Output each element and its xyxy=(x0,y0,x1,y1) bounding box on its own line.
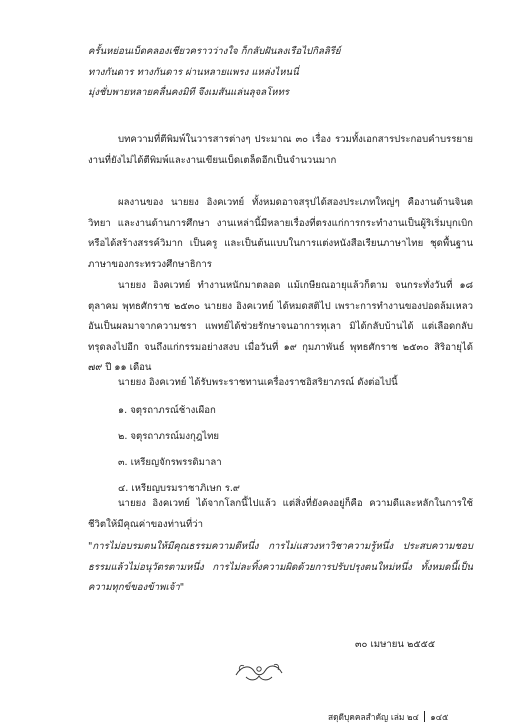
page-footer xyxy=(328,710,448,724)
award-item: ๓. เหรียญจักรพรรดิมาลา xyxy=(118,457,222,468)
flourish-ornament xyxy=(232,659,286,683)
poem-line: ครั้นหย่อนเบ็ดคลองเชียวคราวว่างใจ ก็กลับฝันลงเรือไปกิลลิรีย์ xyxy=(88,46,341,57)
paragraph-legacy-text: นายยง อิงคเวทย์ ได้จากโลกนี้ไปแล้ว แต่สิ่งที่ยังคงอยู่ก็คือ ความดีและหลักในการใช้ชีวิตให้มีคุณค่าของท่านที่ว่า xyxy=(88,498,473,530)
paragraph-works xyxy=(88,130,473,171)
paragraph-works-text: บทความที่ตีพิมพ์ในวารสารต่างๆ ประมาณ ๓๐ เรื่อง รวมทั้งเอกสารประกอบคำบรรยาย งานที่ยังไม่ได้ตีพิมพ์และงานเขียนเบ็ดเตล็ดอีกเป็นจำนวนมาก xyxy=(88,134,473,166)
quote-block: "การไม่อบรมตนให้มีคุณธรรมความดีหนึ่ง การไม่แสวงหาวิชาความรู้หนึ่ง ประสบความชอบธรรมแล้วไม่อนุวัตรตามหนึ่ง การไม่ละทิ้งความผิดด้วยการปรับปรุงตนใหม่หนึ่ง ทั้งหมดนี้เป็นความทุกข์ของข้าพเจ้า" xyxy=(88,541,473,593)
paragraph-honors-intro: นายยง อิงคเวทย์ ได้รับพระราชทานเครื่องราชอิสริยาภรณ์ ดังต่อไปนี้ xyxy=(118,377,398,388)
paragraph-legacy xyxy=(88,494,473,535)
award-item: ๑. จตุรถาภรณ์ช้างเผือก xyxy=(118,405,216,416)
poem-line: มุ่งชั่บพายหลายคลื่นคงมิที จึงเมสันแล่นลุจลโหทร xyxy=(88,87,290,98)
award-item: ๔. เหรียญบรมราชาภิเษก ร.๙ xyxy=(118,483,240,494)
footer-book-title: สดุดีบุคคลสำคัญ เล่ม ๒๔ xyxy=(328,712,419,722)
award-item: ๒. จตุรถาภรณ์มงกุฎไทย xyxy=(118,431,220,442)
date-line: ๓๐ เมษายน ๒๕๕๕ xyxy=(355,639,436,650)
paragraph-biography xyxy=(88,276,473,379)
awards-list xyxy=(118,398,418,502)
paragraph-biography-text: นายยง อิงคเวทย์ ทำงานหนักมาตลอด แม้เกษียณอายุแล้วก็ตาม จนกระทั่งวันที่ ๑๘ ตุลาคม พุทธศักราช ๒๕๓๐ นายยง อิงคเวทย์ ได้หมดสติไป เพราะการทำงานของปอดล้มเหลว อันเป็นผลมาจากความชรา แพทย์ได้ช่วยรักษาจนอาการทุเลา มิได้กลับบ้านได้ แต่เลือดกลับทรุดลงไปอีก จนถึงแก่กรรมอย่างสงบ เมื่อวันที่ ๑๙ กุมภาพันธ์ พุทธศักราช ๒๕๓๐ สิริอายุได้ ๗๙ ปี ๑๑ เดือน xyxy=(88,280,473,373)
paragraph-contributions xyxy=(88,193,473,275)
poem-line: ทางกันดาร ทางกันดาร ผ่านหลายแพรง แหล่งไหนนี่ xyxy=(88,66,299,78)
footer-divider xyxy=(424,711,426,722)
page-number: ๑๔๕ xyxy=(430,712,449,722)
poem-block xyxy=(88,42,478,104)
paragraph-contributions-text: ผลงานของ นายยง อิงคเวทย์ ทั้งหมดอาจสรุปได้สองประเภทใหญ่ๆ คืองานด้านจินตวิทยา และงานด้านการศึกษา งานเหล่านี้มีหลายเรื่องที่ตรงแก่การกระทำงานเป็นผู้ริเริ่มบุกเบิก หรือได้สร้างสรรค์วิมาก เป็นครู และเป็นต้นแบบในการแต่งหนังสือเรียนภาษาไทย ชุดพื้นฐานภาษาของกระทรวงศึกษาธิการ xyxy=(88,197,473,270)
